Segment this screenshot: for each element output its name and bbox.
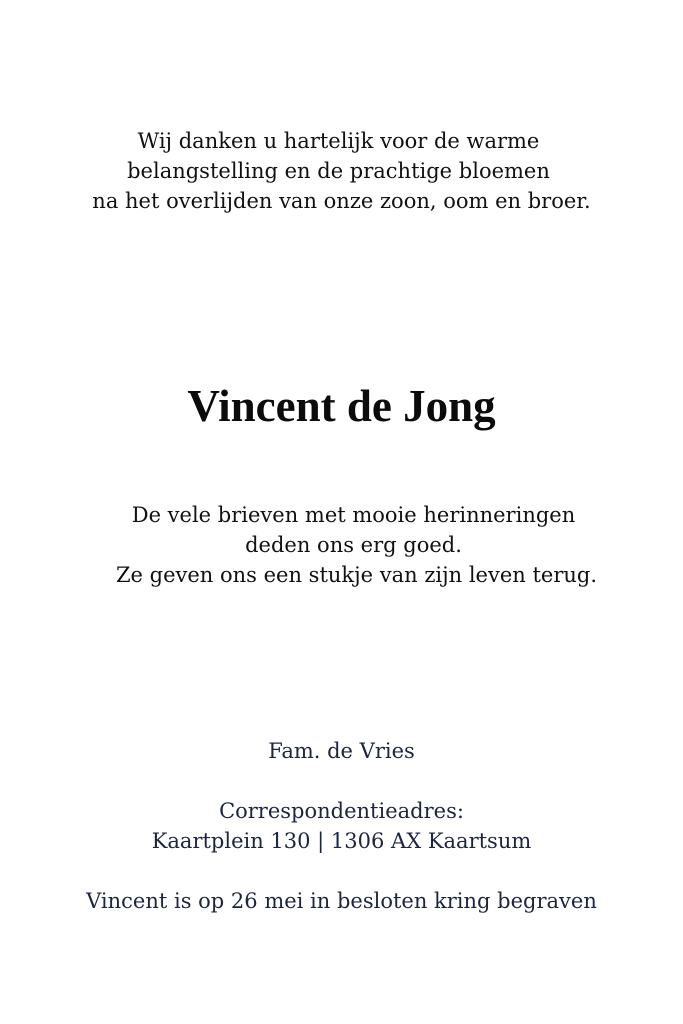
letters-line-2: deden ons erg goed.: [245, 533, 462, 557]
thank-you-message: [0, 126, 683, 216]
deceased-name: Vincent de Jong: [187, 381, 496, 431]
thank-you-line-1: Wij danken u hartelijk voor de warme: [137, 129, 540, 153]
burial-note: Vincent is op 26 mei in besloten kring begraven: [86, 889, 597, 913]
thank-you-line-3: na het overlijden van onze zoon, oom en broer.: [92, 189, 591, 213]
correspondence-address: [0, 796, 683, 856]
family-signature: Fam. de Vries: [268, 739, 415, 763]
letters-line-3: Ze geven ons een stukje van zijn leven terug.: [115, 563, 598, 587]
letters-line-1: De vele brieven met mooie herinneringen: [131, 503, 576, 527]
thank-you-line-2: belangstelling en de prachtige bloemen: [127, 159, 550, 183]
address-label: Correspondentieadres:: [219, 799, 464, 823]
address-value: Kaartplein 130 | 1306 AX Kaartsum: [151, 829, 532, 853]
letters-message: [0, 500, 683, 590]
